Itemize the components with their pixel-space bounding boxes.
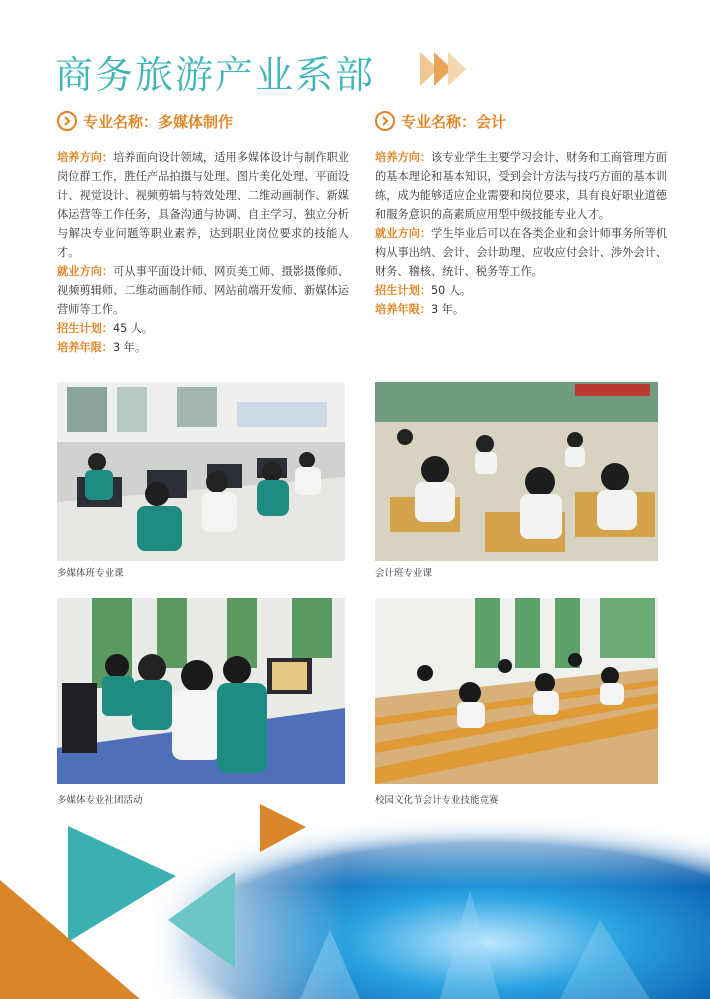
title-arrows-icon — [420, 52, 470, 86]
years-value: 3 年。 — [430, 303, 465, 316]
years-label: 培养年限： — [57, 341, 113, 354]
direction-label: 培养方向： — [57, 151, 114, 164]
years-value: 3 年。 — [112, 341, 147, 354]
major-accounting — [375, 108, 667, 319]
plan-paragraph — [375, 281, 667, 300]
photo-multimedia-class — [57, 382, 345, 561]
arrow-circle-icon — [57, 111, 77, 131]
photo-multimedia-club — [57, 598, 345, 784]
plan-value: 45 人。 — [112, 322, 154, 335]
plan-value: 50 人。 — [430, 284, 472, 297]
years-label: 培养年限： — [375, 303, 431, 316]
photo-caption: 校园文化节会计专业技能竞赛 — [375, 795, 499, 806]
plan-label: 招生计划： — [375, 284, 431, 297]
page-title: 商务旅游产业系部 — [55, 53, 376, 97]
years-paragraph — [57, 338, 349, 357]
major-multimedia — [57, 108, 349, 357]
plan-paragraph — [57, 319, 349, 338]
direction-text: 培养面向设计领域，适用多媒体设计与制作职业岗位群工作，胜任产品拍摄与处理、图片美化处理、平面设计、视觉设计、视频剪辑与特效处理、二维动画制作、新媒体运营等工作任务，具备沟通与协调、自主学习、独立分析与解决专业问题等职业素养，达到职业岗位要求的技能人才。 — [57, 151, 349, 259]
photo-accounting-class — [375, 382, 658, 561]
direction-text: 该专业学生主要学习会计、财务和工商管理方面的基本理论和基本知识，受到会计方法与技巧方面的基本训练，成为能够适应企业需要和岗位要求，具有良好职业道德和服务意识的高素质应用型中级技能专业人才。 — [375, 151, 667, 221]
photo-caption: 多媒体专业社团活动 — [57, 795, 143, 806]
direction-paragraph — [375, 148, 667, 224]
employment-text: 可从事平面设计师、网页美工师、摄影摄像师、视频剪辑师、二维动画制作师、网站前端开发师、新媒体运营师等工作。 — [57, 265, 349, 316]
major-heading: 专业名称：会计 — [401, 112, 507, 131]
employment-label: 就业方向： — [57, 265, 114, 278]
photo-caption: 会计班专业课 — [375, 568, 433, 579]
years-paragraph — [375, 300, 667, 319]
employment-label: 就业方向： — [375, 227, 432, 240]
bottom-decoration — [0, 780, 710, 999]
plan-label: 招生计划： — [57, 322, 113, 335]
employment-paragraph — [375, 224, 667, 281]
arrow-circle-icon — [375, 111, 395, 131]
photo-caption: 多媒体班专业课 — [57, 568, 124, 579]
employment-paragraph — [57, 262, 349, 319]
direction-paragraph — [57, 148, 349, 262]
employment-text: 学生毕业后可以在各类企业和会计师事务所等机构从事出纳、会计、会计助理、应收应付会计、涉外会计、财务、稽核、统计、税务等工作。 — [375, 227, 667, 278]
major-heading: 专业名称：多媒体制作 — [83, 112, 234, 131]
photo-accounting-contest — [375, 598, 658, 784]
direction-label: 培养方向： — [375, 151, 432, 164]
